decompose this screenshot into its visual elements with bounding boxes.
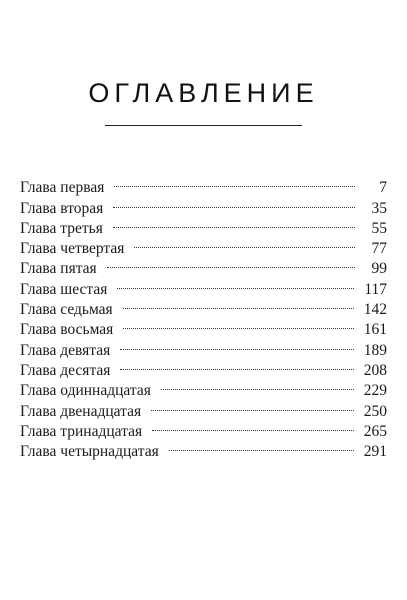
page-title: ОГЛАВЛЕНИЕ xyxy=(88,78,319,108)
dot-leader xyxy=(152,416,354,436)
toc-entry-label: Глава двенадцатая xyxy=(20,402,142,420)
toc-entry-page: 7 xyxy=(379,179,387,197)
toc-entry-page: 291 xyxy=(363,443,387,461)
toc-entry-label: Глава четырнадцатая xyxy=(20,443,159,461)
dot-leader xyxy=(123,294,354,314)
dot-leader xyxy=(120,334,353,354)
toc-entry-label: Глава восьмая xyxy=(20,321,114,339)
toc-entry-label: Глава четвертая xyxy=(20,240,125,258)
toc-entry-label: Глава шестая xyxy=(20,280,108,298)
toc-entry-page: 161 xyxy=(363,321,387,339)
dot-leader xyxy=(161,375,354,395)
toc-entry-label: Глава вторая xyxy=(20,199,104,217)
dot-leader xyxy=(114,172,355,192)
toc-entry-label: Глава девятая xyxy=(20,341,111,359)
toc-entry-label: Глава одиннадцатая xyxy=(20,382,151,400)
title-divider xyxy=(105,125,302,126)
dot-leader xyxy=(134,233,355,253)
toc-entry-page: 35 xyxy=(371,199,387,217)
dot-leader xyxy=(120,355,353,375)
toc-entry-label: Глава тринадцатая xyxy=(20,422,143,440)
toc-entry-page: 265 xyxy=(363,422,387,440)
dot-leader xyxy=(117,273,354,293)
toc-entry-label: Глава пятая xyxy=(20,260,97,278)
table-of-contents xyxy=(20,172,387,461)
dot-leader xyxy=(169,436,354,456)
toc-entry-page: 99 xyxy=(371,260,387,278)
toc-entry-label: Глава десятая xyxy=(20,361,111,379)
toc-entry[interactable] xyxy=(20,172,387,197)
toc-entry-page: 55 xyxy=(371,219,387,237)
toc-entry-page: 229 xyxy=(363,382,387,400)
dot-leader xyxy=(151,395,354,415)
toc-entry-label: Глава первая xyxy=(20,179,105,197)
dot-leader xyxy=(107,253,355,273)
toc-entry-page: 142 xyxy=(363,301,387,319)
dot-leader xyxy=(123,314,353,334)
dot-leader xyxy=(113,192,355,212)
toc-entry-label: Глава третья xyxy=(20,219,103,237)
toc-entry-page: 77 xyxy=(371,240,387,258)
dot-leader xyxy=(113,213,355,233)
toc-entry-label: Глава седьмая xyxy=(20,301,113,319)
toc-entry-page: 189 xyxy=(363,341,387,359)
toc-entry-page: 208 xyxy=(363,361,387,379)
toc-entry-page: 250 xyxy=(363,402,387,420)
toc-entry-page: 117 xyxy=(364,280,387,298)
